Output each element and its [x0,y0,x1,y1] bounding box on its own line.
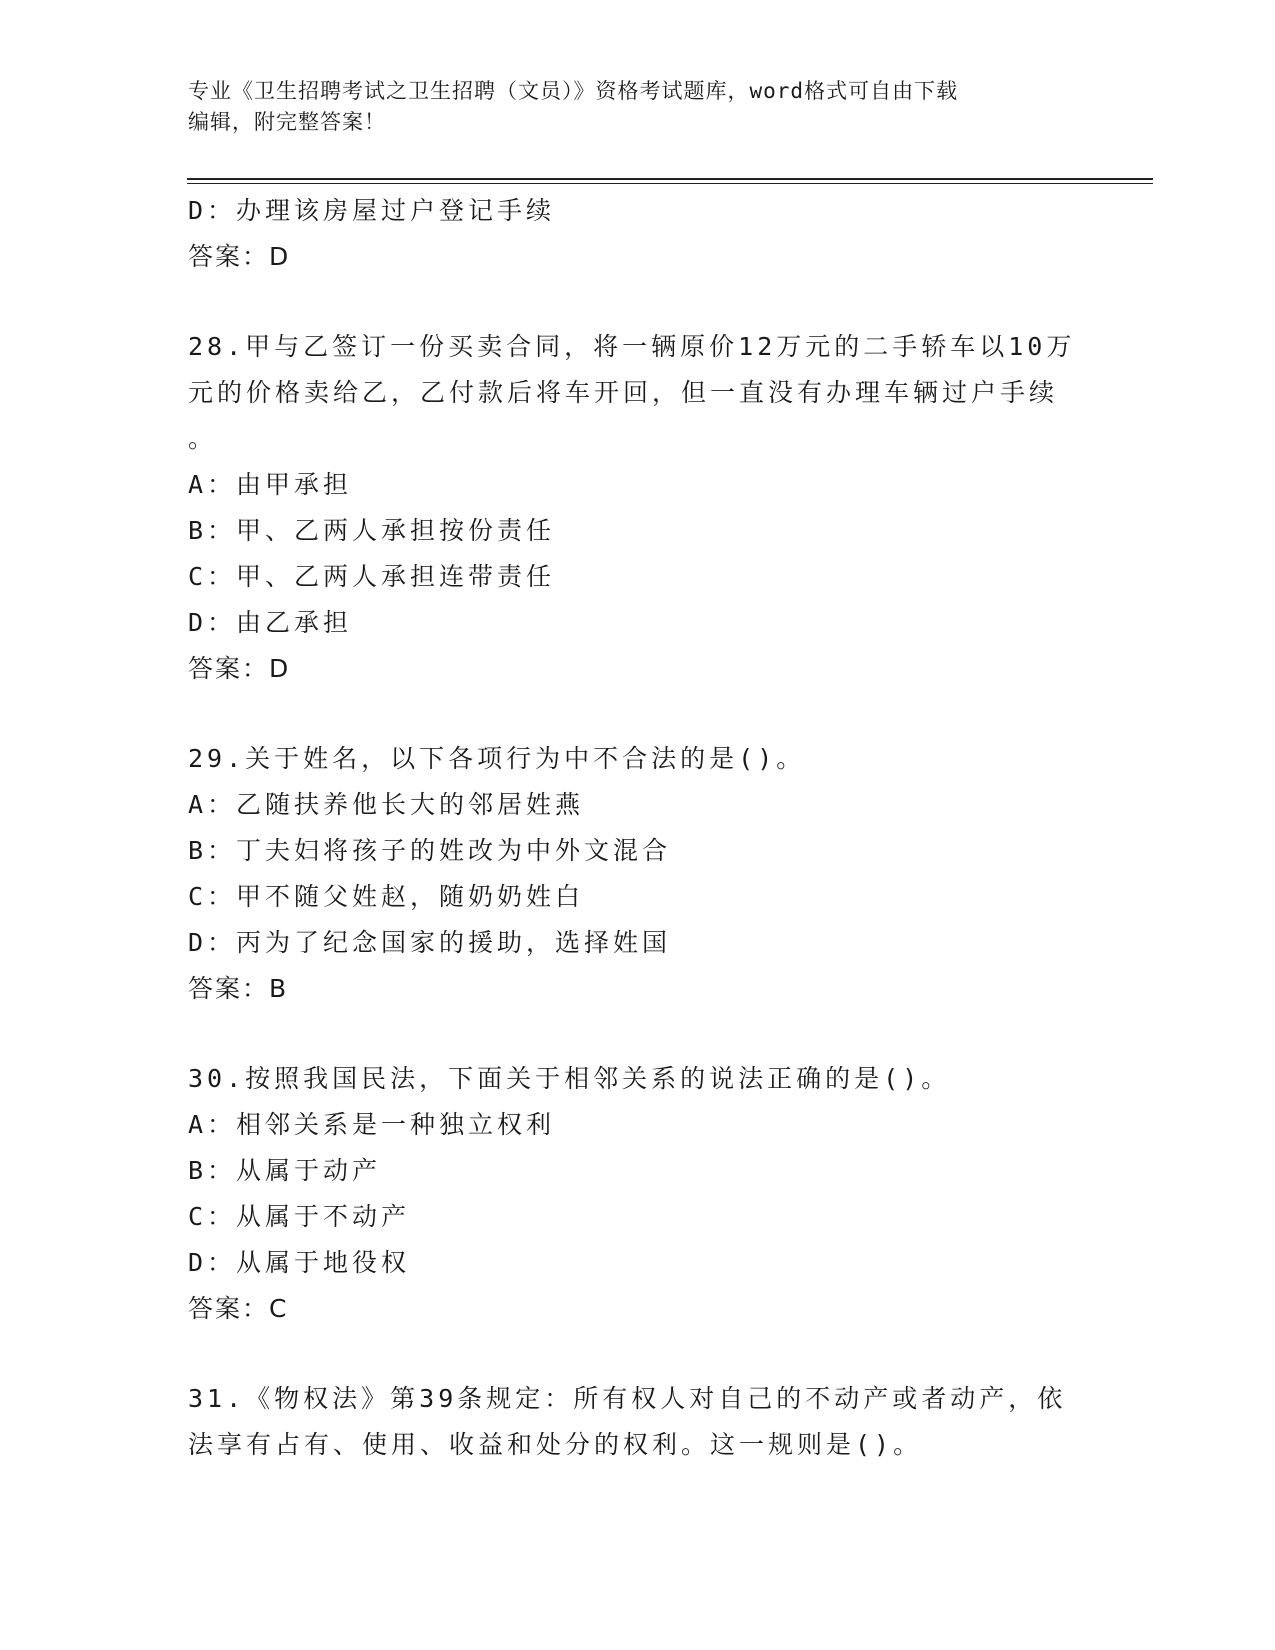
question-text-line-1: 28.甲与乙签订一份买卖合同，将一辆原价12万元的二手轿车以10万 [188,332,1076,361]
question-block-31 [188,1376,1088,1468]
option-d: D：由乙承担 [188,608,353,637]
question-text-line-3: 。 [188,424,218,453]
option-c: C：甲不随父姓赵，随奶奶姓白 [188,882,585,911]
option-c: C：从属于不动产 [188,1202,411,1231]
option-a: A：由甲承担 [188,470,353,499]
question-block-27 [188,188,1088,280]
spacer [188,692,1088,736]
answer-line: 答案：C [188,1294,289,1323]
question-block-28 [188,324,1088,692]
spacer [188,280,1088,324]
option-d: D：从属于地役权 [188,1248,411,1277]
answer-line: 答案：D [188,654,291,683]
answer-line: 答案：B [188,974,289,1003]
question-text-line-1: 30.按照我国民法，下面关于相邻关系的说法正确的是()。 [188,1064,951,1093]
option-b: B：丁夫妇将孩子的姓改为中外文混合 [188,836,672,865]
question-text-line-1: 29.关于姓名，以下各项行为中不合法的是()。 [188,744,806,773]
document-header [188,76,1088,138]
spacer [188,1332,1088,1376]
header-line-1: 专业《卫生招聘考试之卫生招聘（文员）》资格考试题库，word格式可自由下载 [188,79,959,103]
option-d: D：丙为了纪念国家的援助，选择姓国 [188,928,672,957]
header-divider-thin [187,183,1153,184]
header-divider-thick [187,178,1153,180]
option-d: D：办理该房屋过户登记手续 [188,196,556,225]
question-block-29 [188,736,1088,1012]
header-line-2: 编辑，附完整答案！ [188,110,386,134]
option-c: C：甲、乙两人承担连带责任 [188,562,556,591]
option-a: A：相邻关系是一种独立权利 [188,1110,556,1139]
option-b: B：从属于动产 [188,1156,382,1185]
question-text-line-2: 元的价格卖给乙，乙付款后将车开回，但一直没有办理车辆过户手续 [188,378,1059,407]
option-b: B：甲、乙两人承担按份责任 [188,516,556,545]
question-text-line-2: 法享有占有、使用、收益和处分的权利。这一规则是()。 [188,1430,923,1459]
question-block-30 [188,1056,1088,1332]
answer-line: 答案：D [188,242,291,271]
question-text-line-1: 31.《物权法》第39条规定：所有权人对自己的不动产或者动产，依 [188,1384,1067,1413]
spacer [188,1012,1088,1056]
question-list [188,188,1088,1468]
option-a: A：乙随扶养他长大的邻居姓燕 [188,790,585,819]
